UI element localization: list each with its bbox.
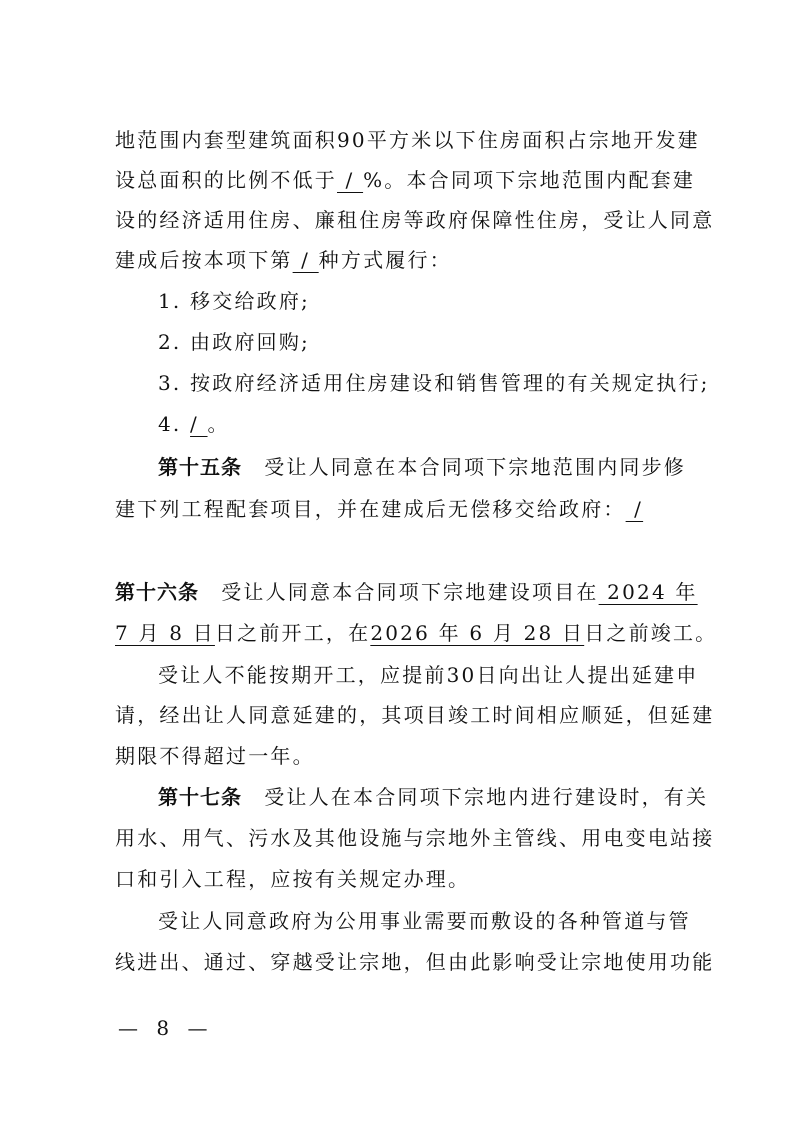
text-line <box>115 165 696 195</box>
text: 4. <box>158 412 191 436</box>
text: 日之前开工，在 <box>214 621 371 645</box>
text: 地范围内套型建筑面积90平方米以下住房面积占宗地开发建 <box>115 128 700 152</box>
article-heading-line <box>158 782 728 812</box>
underlined-date: 7 月 8 日 <box>115 621 215 645</box>
text: 2. 由政府回购; <box>158 330 310 354</box>
text: 期限不得超过一年。 <box>115 744 315 768</box>
list-item <box>158 286 728 316</box>
text: 。 <box>207 412 230 436</box>
page-number: — 8 — <box>118 1016 214 1040</box>
text-line <box>115 245 685 275</box>
text: 设总面积的比例不低于 <box>115 168 337 192</box>
text-line <box>158 660 728 690</box>
text: 受让人同意政府为公用事业需要而敷设的各种管道与管 <box>158 909 691 933</box>
underlined-blank: / <box>625 497 644 521</box>
text-line <box>115 205 715 235</box>
text-line <box>115 947 715 977</box>
article-title: 第十六条 <box>115 580 199 604</box>
text: 受让人在本合同项下宗地内进行建设时，有关 <box>242 785 709 809</box>
text: 受让人同意在本合同项下宗地范围内同步修 <box>242 455 686 479</box>
text: 日之前竣工。 <box>584 621 718 645</box>
underlined-blank: / <box>190 412 208 436</box>
text-line <box>115 823 715 853</box>
list-item <box>158 368 728 398</box>
underlined-date: 2026 年 6 月 28 日 <box>370 621 585 645</box>
text: 设的经济适用住房、廉租住房等政府保障性住房，受让人同意 <box>115 208 715 232</box>
underlined-blank: / <box>292 248 319 272</box>
text: 口和引入工程，应按有关规定办理。 <box>115 867 471 891</box>
text-line <box>158 906 728 936</box>
text: 请，经出让人同意延建的，其项目竣工时间相应顺延，但延建 <box>115 703 715 727</box>
text-line <box>115 741 685 771</box>
text-line <box>115 125 700 155</box>
text: 建成后按本项下第 <box>115 248 293 272</box>
text: 1. 移交给政府; <box>158 289 310 313</box>
article-title: 第十五条 <box>158 455 242 479</box>
article-heading-line <box>115 577 698 607</box>
text-line <box>115 864 685 894</box>
underlined-blank: / <box>337 168 364 192</box>
text-line <box>115 700 715 730</box>
article-title: 第十七条 <box>158 785 242 809</box>
text: 种方式履行： <box>318 248 452 272</box>
text: 3. 按政府经济适用住房建设和销售管理的有关规定执行; <box>158 371 710 395</box>
text: 受让人不能按期开工，应提前30日向出让人提出延建申 <box>158 663 699 687</box>
text: 建下列工程配套项目，并在建成后无偿移交给政府： <box>115 497 626 521</box>
text: 受让人同意本合同项下宗地建设项目在 <box>199 580 599 604</box>
list-item <box>158 409 728 439</box>
list-item <box>158 327 728 357</box>
text: 线进出、通过、穿越受让宗地，但由此影响受让宗地使用功能 <box>115 950 715 974</box>
article-heading-line <box>158 452 728 482</box>
text-line <box>115 494 685 524</box>
text: %。本合同项下宗地范围内配套建 <box>363 168 696 192</box>
text-line <box>115 618 718 648</box>
underlined-date: 2024 年 <box>598 580 698 604</box>
text: 用水、用气、污水及其他设施与宗地外主管线、用电变电站接 <box>115 826 715 850</box>
